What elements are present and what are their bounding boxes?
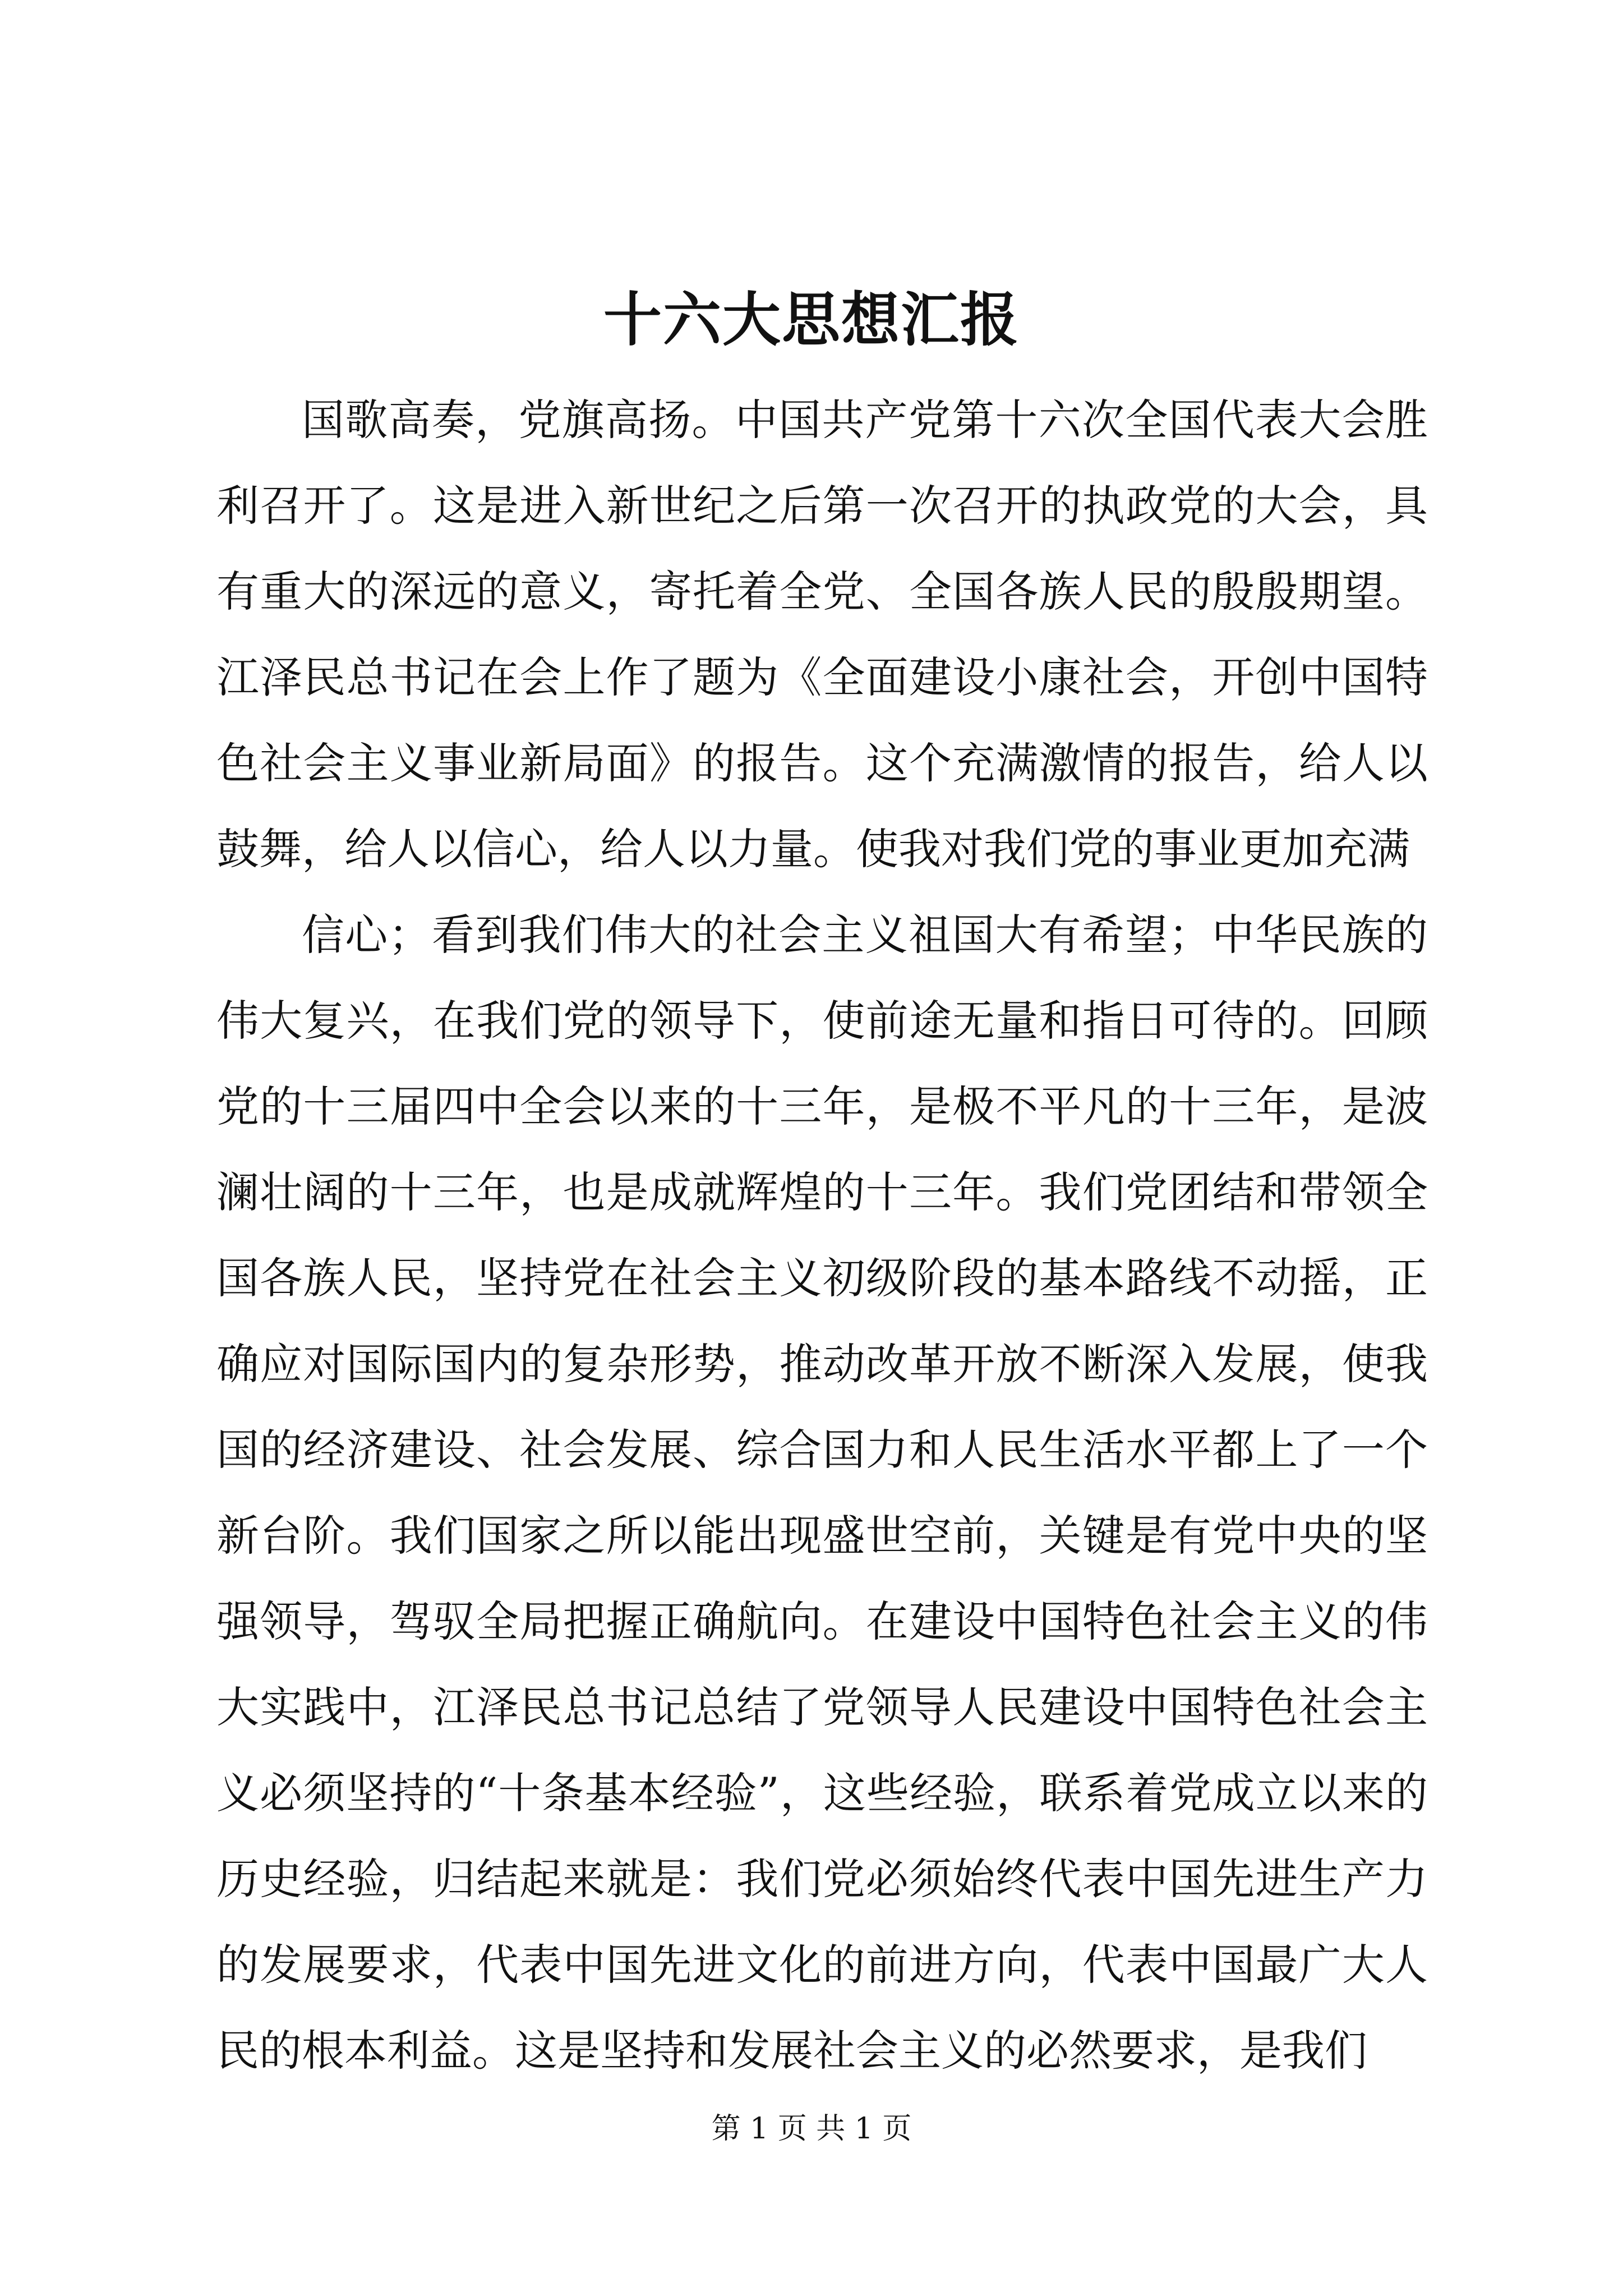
paragraph-2: 信心；看到我们伟大的社会主义祖国大有希望；中华民族的伟大复兴，在我们党的领导下，使前途无量和指日可待的。回顾党的十三届四中全会以来的十三年，是极不平凡的十三年，是波澜壮阔的十三年，也是成就辉煌的十三年。我们党团结和带领全国各族人民，坚持党在社会主义初级阶段的基本路线不动摇，正确应对国际国内的复杂形势，推动改革开放不断深入发展，使我国的经济建设、社会发展、综合国力和人民生活水平都上了一个新台阶。我们国家之所以能出现盛世空前，关键是有党中央的坚强领导，驾驭全局把握正确航向。在建设中国特色社会主义的伟大实践中，江泽民总书记总结了党领导人民建设中国特色社会主义必须坚持的“十条基本经验”，这些经验，联系着党成立以来的历史经验，归结起来就是：我们党必须始终代表中国先进生产力的发展要求，代表中国先进文化的前进方向，代表中国最广大人民的根本利益。这是坚持和发展社会主义的必然要求，是我们 xyxy=(216,910,1428,2076)
document-title: 十六大思想汇报 xyxy=(603,285,1020,354)
document-body xyxy=(216,377,1428,2093)
paragraph-1: 国歌高奏，党旗高扬。中国共产党第十六次全国代表大会胜利召开了。这是进入新世纪之后第一次召开的执政党的大会，具有重大的深远的意义，寄托着全党、全国各族人民的殷殷期望。江泽民总书记在会上作了题为《全面建设小康社会，开创中国特色社会主义事业新局面》的报告。这个充满激情的报告，给人以鼓舞，给人以信心，给人以力量。使我对我们党的事业更加充满 xyxy=(216,395,1428,874)
page-footer: 第 1 页 共 1 页 xyxy=(711,2112,912,2146)
